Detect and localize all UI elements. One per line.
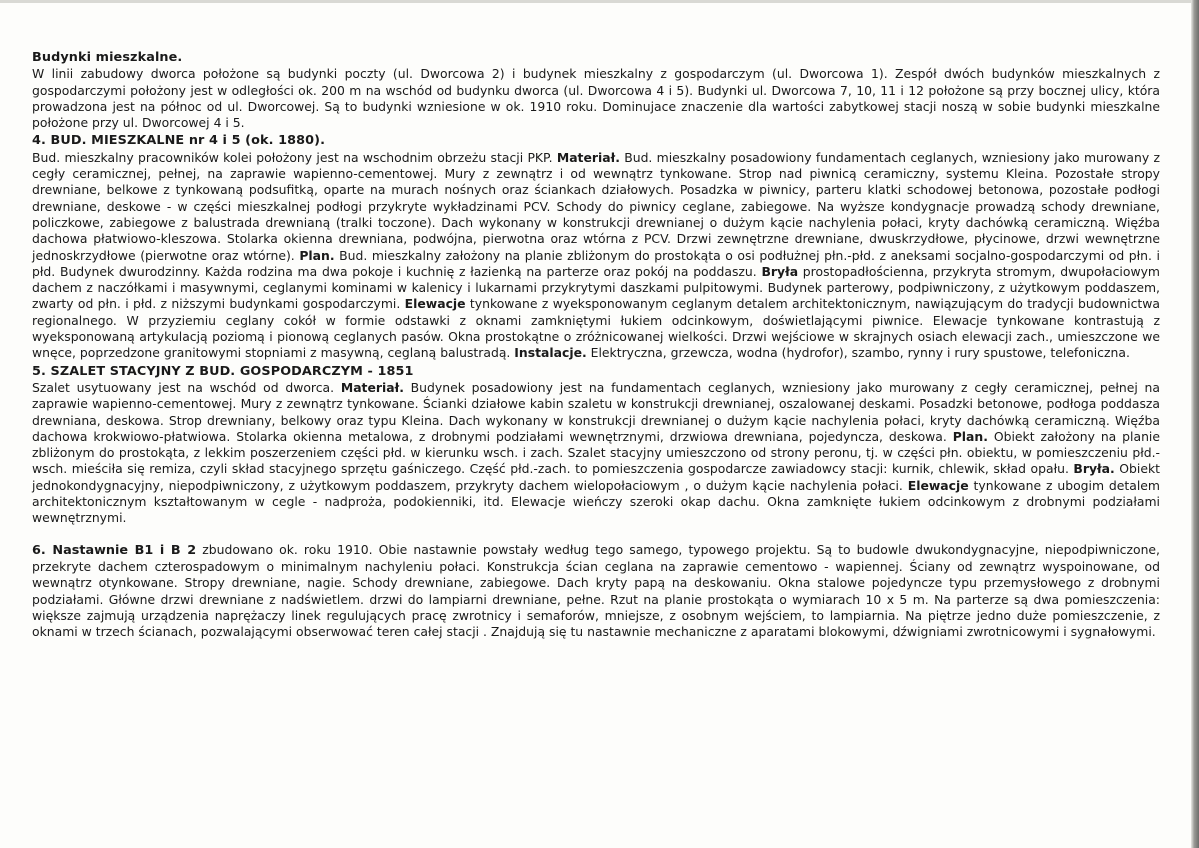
scan-top-edge xyxy=(0,0,1199,3)
keyword-bryla: Bryła. xyxy=(1073,461,1115,477)
keyword-elewacje: Elewacje xyxy=(907,477,969,493)
document-page xyxy=(32,50,1160,640)
body-text: Elektryczna, grzewcza, wodna (hydrofor), szambo, rynny i rury spustowe, telefoniczna. xyxy=(586,345,1130,361)
section-szalet-stacyjny xyxy=(32,364,1160,527)
section-body xyxy=(32,66,1160,131)
scan-right-edge xyxy=(1191,0,1199,848)
keyword-bryla: Bryła xyxy=(761,263,799,279)
section-nastawnie xyxy=(32,542,1160,641)
section-body xyxy=(32,380,1160,527)
body-text: Bud. mieszkalny założony na planie zbliżonym do prostokąta o osi podłużnej płn.-płd. z aneksami socjalno-gospodarczymi od płn. i płd. Budynek dwurodzinny. Każda rodzina ma dwa pokoje i kuchnię z łazienką na parterze oraz pokój na poddaszu. xyxy=(32,247,1160,279)
body-text: tynkowane z ubogim detalem architektonicznym kształtowanym w cegle - nadproża, podokienniki, itd. Elewacje wieńczy szeroki okap dachu. Okna zamknięte łukiem odcinkowym z drobnymi podziałami wewnętrznymi. xyxy=(32,477,1160,526)
body-text: Obiekt jednokondygnacyjny, niepodpiwniczony, z użytkowym poddaszem, przykryty dachem wielopołaciowym , o dużym kącie nachylenia połaci. xyxy=(32,461,1160,493)
section-heading: Budynki mieszkalne. xyxy=(32,50,183,65)
section-heading: 5. SZALET STACYJNY Z BUD. GOSPODARCZYM - 1851 xyxy=(32,363,414,379)
body-text: W linii zabudowy dworca położone są budynki poczty (ul. Dworcowa 2) i budynek mieszkalny z gospodarczym (ul. Dworcowa 1). Zespół dwóch budynków mieszkalnych z gospodarczymi położony jest w odległości ok. 200 m na wschód od budynku dworca (ul. Dworcowa 4 i 5). Budynki ul. Dworcowa 7, 10, 11 i 12 położone są przy bocznej ulicy, która prowadzona jest na północ od ul. Dworcowej. Są to budynki wzniesione w ok. 1910 roku. Dominujace znaczenie dla wartości zabytkowej stacji noszą w sobie budynki mieszkalne położone przy ul. Dworcowej 4 i 5. xyxy=(32,66,1160,131)
keyword-material: Materiał. xyxy=(340,379,404,395)
keyword-material: Materiał. xyxy=(556,149,620,165)
body-text: prostopadłościenna, przykryta stromym, dwupołaciowym dachem z naczółkami i masywnymi, ceglanymi kominami w kalenicy i lukarnami przykrytymi daszkami pulpitowymi. Budynek parterowy, podpiwniczony, z użytkowym poddaszem, zwarty od płn. i płd. z niższymi budynkami gospodarczymi. xyxy=(32,263,1160,312)
section-budynki-mieszkalne xyxy=(32,50,1160,131)
section-heading: 4. BUD. MIESZKALNE nr 4 i 5 (ok. 1880). xyxy=(32,133,326,149)
body-text: Obiekt założony na planie zbliżonym do prostokąta, z lekkim poszerzeniem części płd. w kierunku wsch. i zach. Szalet stacyjny umieszczono od strony peronu, tj. w części płn. obiektu, w pomieszczeniu płd.-wsch. mieściła się remiza, czyli skład stacyjnego sprzętu gaśniczego. Część płd.-zach. to pomieszczenia gospodarcze zawiadowcy stacji: kurnik, chlewik, skład opału. xyxy=(32,428,1160,477)
section-body xyxy=(32,542,1160,641)
section-bud-mieszkalne-4-5 xyxy=(32,133,1160,361)
body-text: tynkowane z wyeksponowanym ceglanym detalem architektonicznym, nawiązującym do tradycji budownictwa regionalnego. W przyziemiu ceglany cokół w formie odstawki z oknami zamkniętymi łukiem odcinkowym, doświetlającymi piwnice. Elewacje tynkowane kontrastują z wyeksponowaną artykulacją poziomą i pionową ceglanych pasów. Okna prostokątne o zróżnicowanej wielkości. Drzwi wejściowe w skrajnych osiach elewacji zach., umieszczone we wnęce, poprzedzone granitowymi stopniami z masywną, ceglaną balustradą. xyxy=(32,296,1160,361)
keyword-instalacje: Instalacje. xyxy=(514,345,587,361)
body-text: zbudowano ok. roku 1910. Obie nastawnie powstały według tego samego, typowego projektu. Są to budowle dwukondygnacyjne, niepodpiwniczone, przekryte dachem czterospadowym o minimalnym nachyleniu połaci. Konstrukcja ścian ceglana na zaprawie cementowo - wapiennej. Ściany od zewnątrz wyspoinowane, od wewnątrz otynkowane. Stropy drewniane, nagie. Schody drewniane, zabiegowe. Dach kryty papą na deskowaniu. Okna stalowe pojedyncze typu przemysłowego z drobnymi podziałami. Główne drzwi drewniane z nadświetlem. drzwi do lampiarni drewniane, pełne. Rzut na planie prostokąta o wymiarach 10 x 5 m. Na parterze są dwa pomieszczenia: większe zajmują urządzenia naprężaczy linek regulujących pracę zwrotnicy i semaforów, mniejsze, z osobnym wejściem, to lampiarnia. Na piętrze jedno duże pomieszczenie, z oknami w trzech ścianach, pozwalającymi obserwować teren całej stacji . Znajdują się tu nastawnie mechaniczne z aparatami blokowymi, dźwigniami zwrotnicowymi i sygnałowymi. xyxy=(32,541,1160,640)
section-body xyxy=(32,150,1160,362)
body-text: Szalet usytuowany jest na wschód od dworca. xyxy=(32,379,341,395)
keyword-plan: Plan. xyxy=(952,428,988,444)
section-heading: 6. Nastawnie B1 i B 2 xyxy=(32,542,197,558)
keyword-plan: Plan. xyxy=(299,247,335,263)
body-text: Bud. mieszkalny posadowiony fundamentach ceglanych, wzniesiony jako murowany z cegły ceramicznej, pełnej, na zaprawie wapienno-cementowej. Mury z zewnątrz i od wewnątrz tynkowane. Strop nad piwnicą ceramiczny, systemu Kleina. Pozostałe stropy drewniane, belkowe z tynkowaną podsufitką, oparte na murach nośnych oraz ściankach działowych. Posadzka w piwnicy, parteru klatki schodowej betonowa, pozostałe podłogi drewniane, deskowe - w części mieszkalnej podłogi przykryte wykładzinami PCV. Schody do piwnicy ceglane, zabiegowe. Na wyższe kondygnacje prowadzą schody drewniane, policzkowe, zabiegowe z balustrada drewnianą (tralki toczone). Dach wykonany w konstrukcji drewnianej o dużym kącie nachylenia połaci, kryty dachówką ceramiczną. Więźba dachowa płatwiowo-kleszowa. Stolarka okienna drewniana, podwójna, pierwotna oraz wtórna z PCV. Drzwi zewnętrzne drewniane, dwuskrzydłowe, płycinowe, drzwi wewnętrzne jednoskrzydłowe (pierwotne oraz wtórne). xyxy=(32,149,1160,263)
keyword-elewacje: Elewacje xyxy=(404,296,466,312)
body-text: Bud. mieszkalny pracowników kolei położony jest na wschodnim obrzeżu stacji PKP. xyxy=(32,149,557,165)
body-text: Budynek posadowiony jest na fundamentach ceglanych, wzniesiony jako murowany z cegły ceramicznej, pełnej na zaprawie wapienno-cementowej. Mury z zewnątrz tynkowane. Ścianki działowe kabin szaletu w konstrukcji drewnianej, oszalowanej deskami. Posadzki betonowe, podłoga poddasza drewniana, deskowa. Strop drewniany, belkowy oraz typu Kleina. Dach wykonany w konstrukcji drewnianej o dużym kącie nachylenia połaci, kryty dachówką ceramiczną. Więźba dachowa krokwiowo-płatwiowa. Stolarka okienna metalowa, z drobnymi podziałami wewnętrznymi, drzwiowa drewniana, pojedyncza, deskowa. xyxy=(32,379,1160,444)
